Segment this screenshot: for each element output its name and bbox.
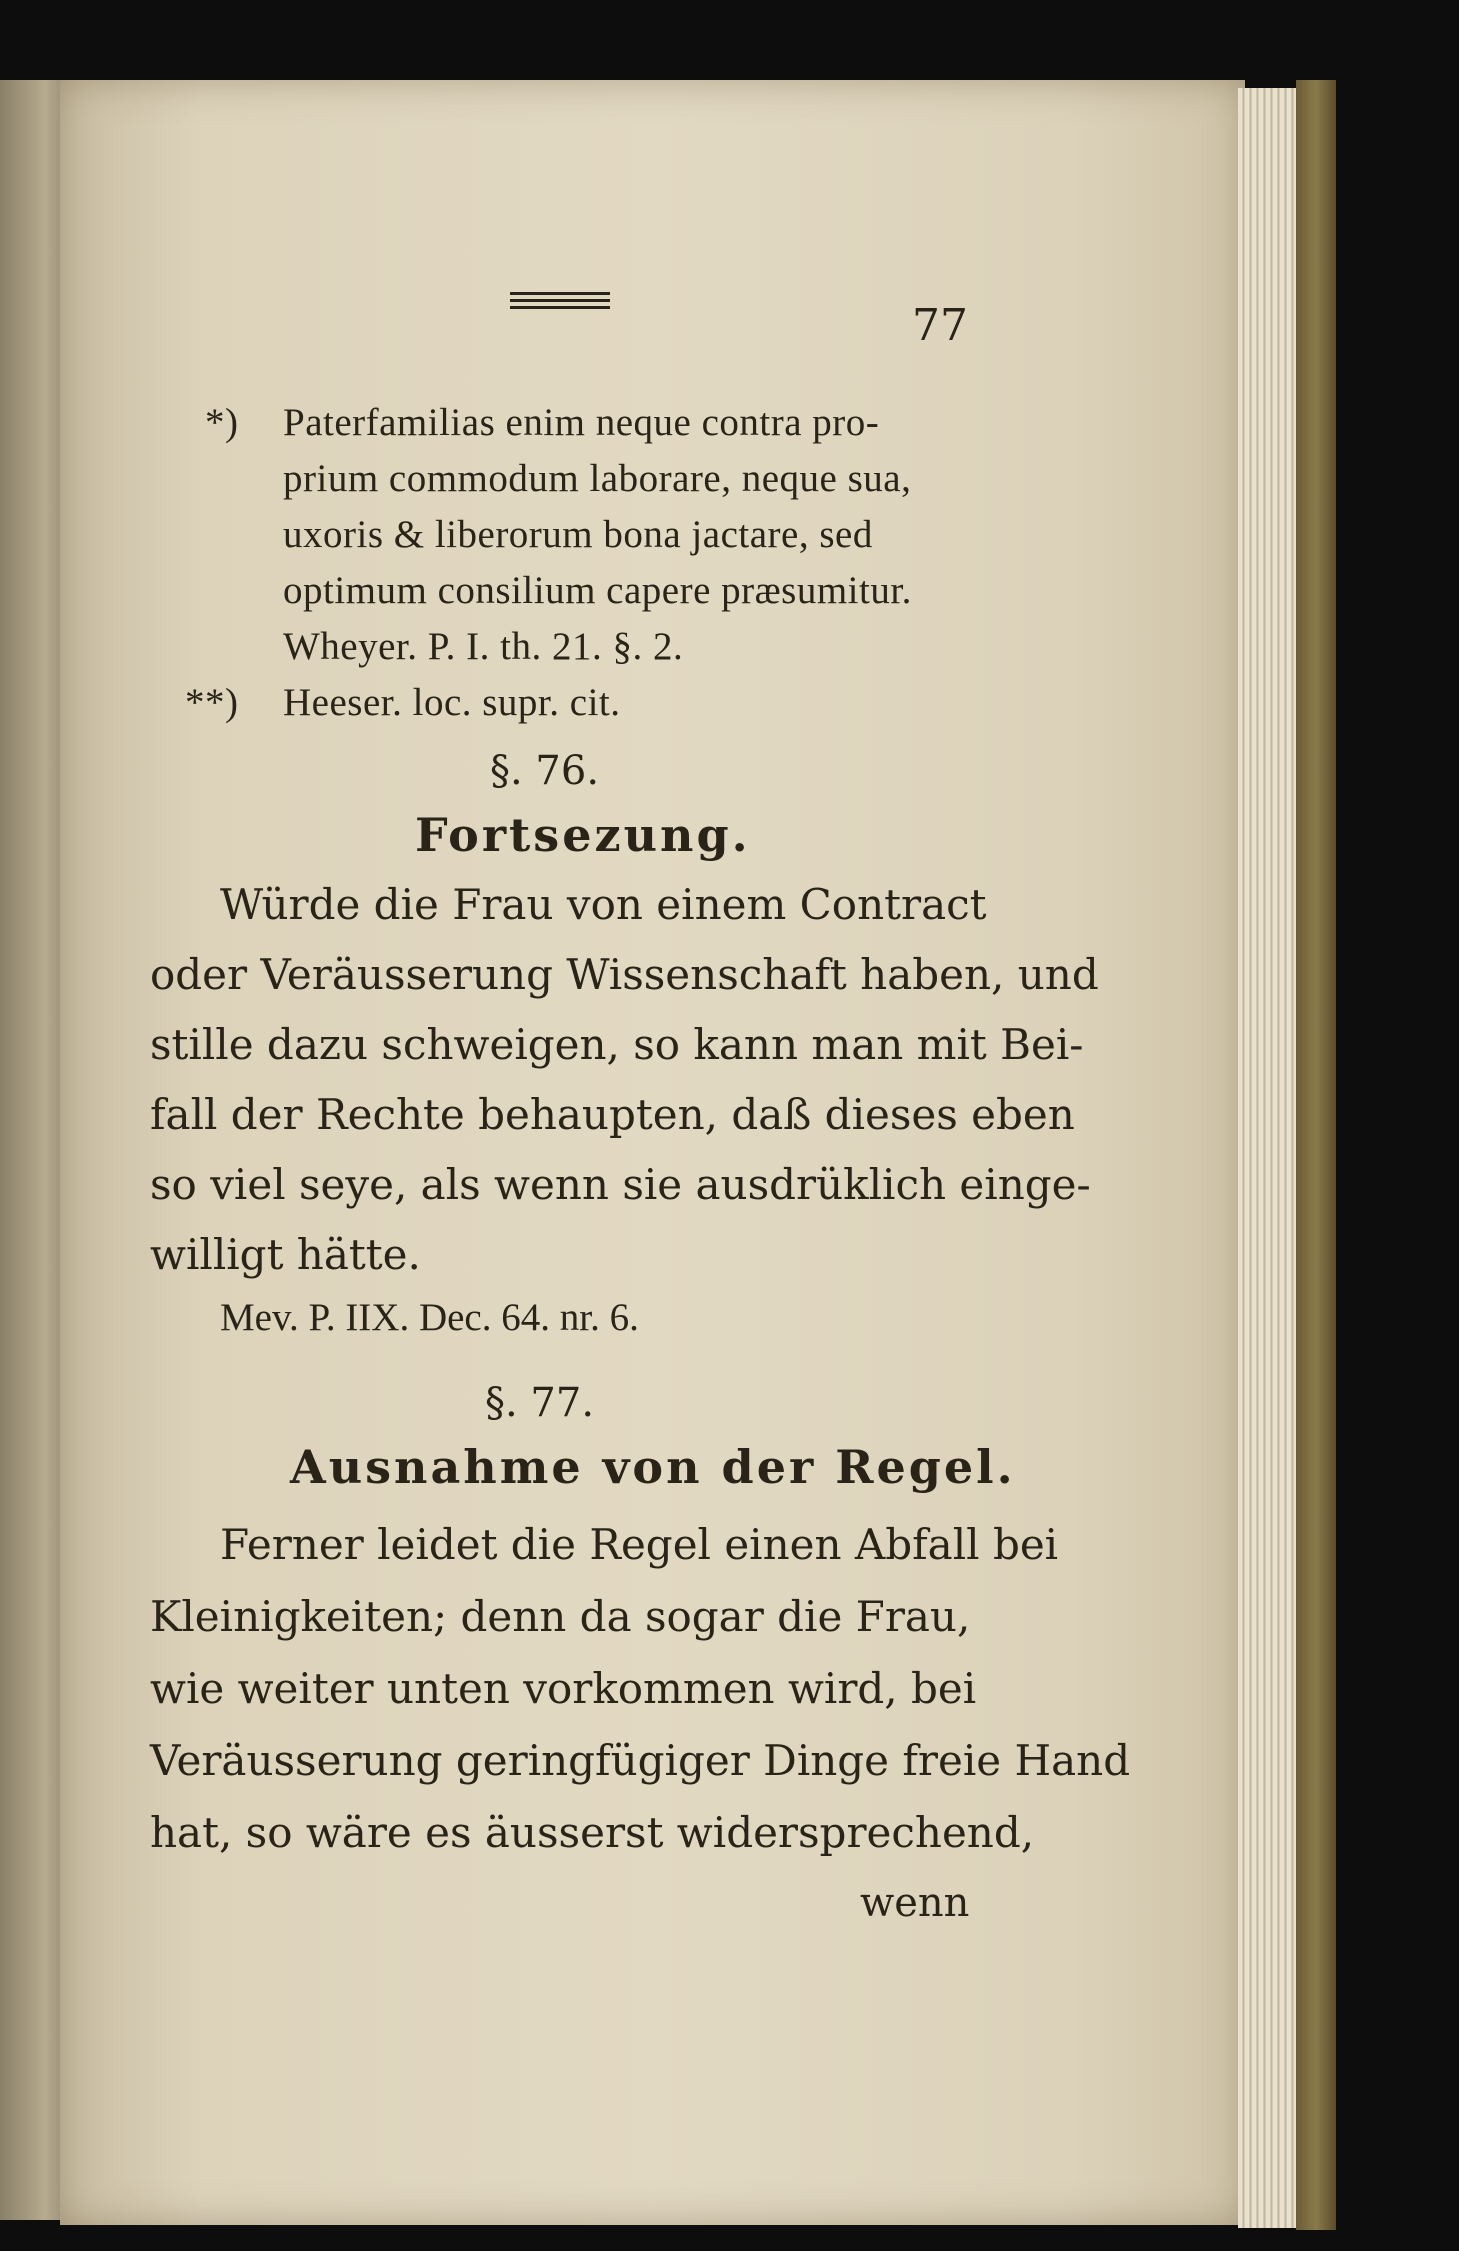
footnote-line: **) Heeser. loc. supr. cit. <box>185 675 621 731</box>
body-line: fall der Rechte behaupten, daß dieses eben <box>150 1090 1075 1139</box>
body-line: willigt hätte. <box>150 1230 421 1279</box>
section-number: §. 77. <box>485 1380 595 1426</box>
footnote-line: Wheyer. P. I. th. 21. §. 2. <box>283 625 684 668</box>
body-line: hat, so wäre es äusserst widersprechend, <box>150 1808 1035 1857</box>
footnote-mark: **) <box>185 681 239 724</box>
body-line: wie weiter unten vorkommen wird, bei <box>150 1664 977 1713</box>
footnote-line: *) Paterfamilias enim neque contra pro- <box>205 395 879 451</box>
footnote-mark: *) <box>205 401 239 444</box>
body-line: stille dazu schweigen, so kann man mit Bei- <box>150 1020 1084 1069</box>
footnote-line: optimum consilium capere præsumitur. <box>283 569 912 612</box>
page-stack-edges <box>1238 88 1298 2228</box>
citation: Mev. P. IIX. Dec. 64. nr. 6. <box>220 1296 639 1339</box>
section-number: §. 76. <box>490 748 600 794</box>
header-double-rule <box>510 292 610 313</box>
book-cover-edge <box>1296 80 1336 2230</box>
footnote-line: uxoris & liberorum bona jactare, sed <box>283 513 873 556</box>
body-line: Kleinigkeiten; denn da sogar die Frau, <box>150 1592 971 1641</box>
footnote-line: prium commodum laborare, neque sua, <box>283 457 912 500</box>
section-heading: Fortsezung. <box>415 808 751 862</box>
section-heading: Ausnahme von der Regel. <box>290 1440 1016 1494</box>
body-line: Würde die Frau von einem Contract <box>220 880 987 929</box>
catchword: wenn <box>860 1880 970 1926</box>
body-line: Ferner leidet die Regel einen Abfall bei <box>220 1520 1059 1569</box>
body-line: Veräusserung geringfügiger Dinge freie Hand <box>150 1736 1131 1785</box>
body-line: so viel seye, als wenn sie ausdrüklich einge- <box>150 1160 1091 1209</box>
body-line: oder Veräusserung Wissenschaft haben, und <box>150 950 1099 999</box>
page-number: 77 <box>912 300 968 351</box>
